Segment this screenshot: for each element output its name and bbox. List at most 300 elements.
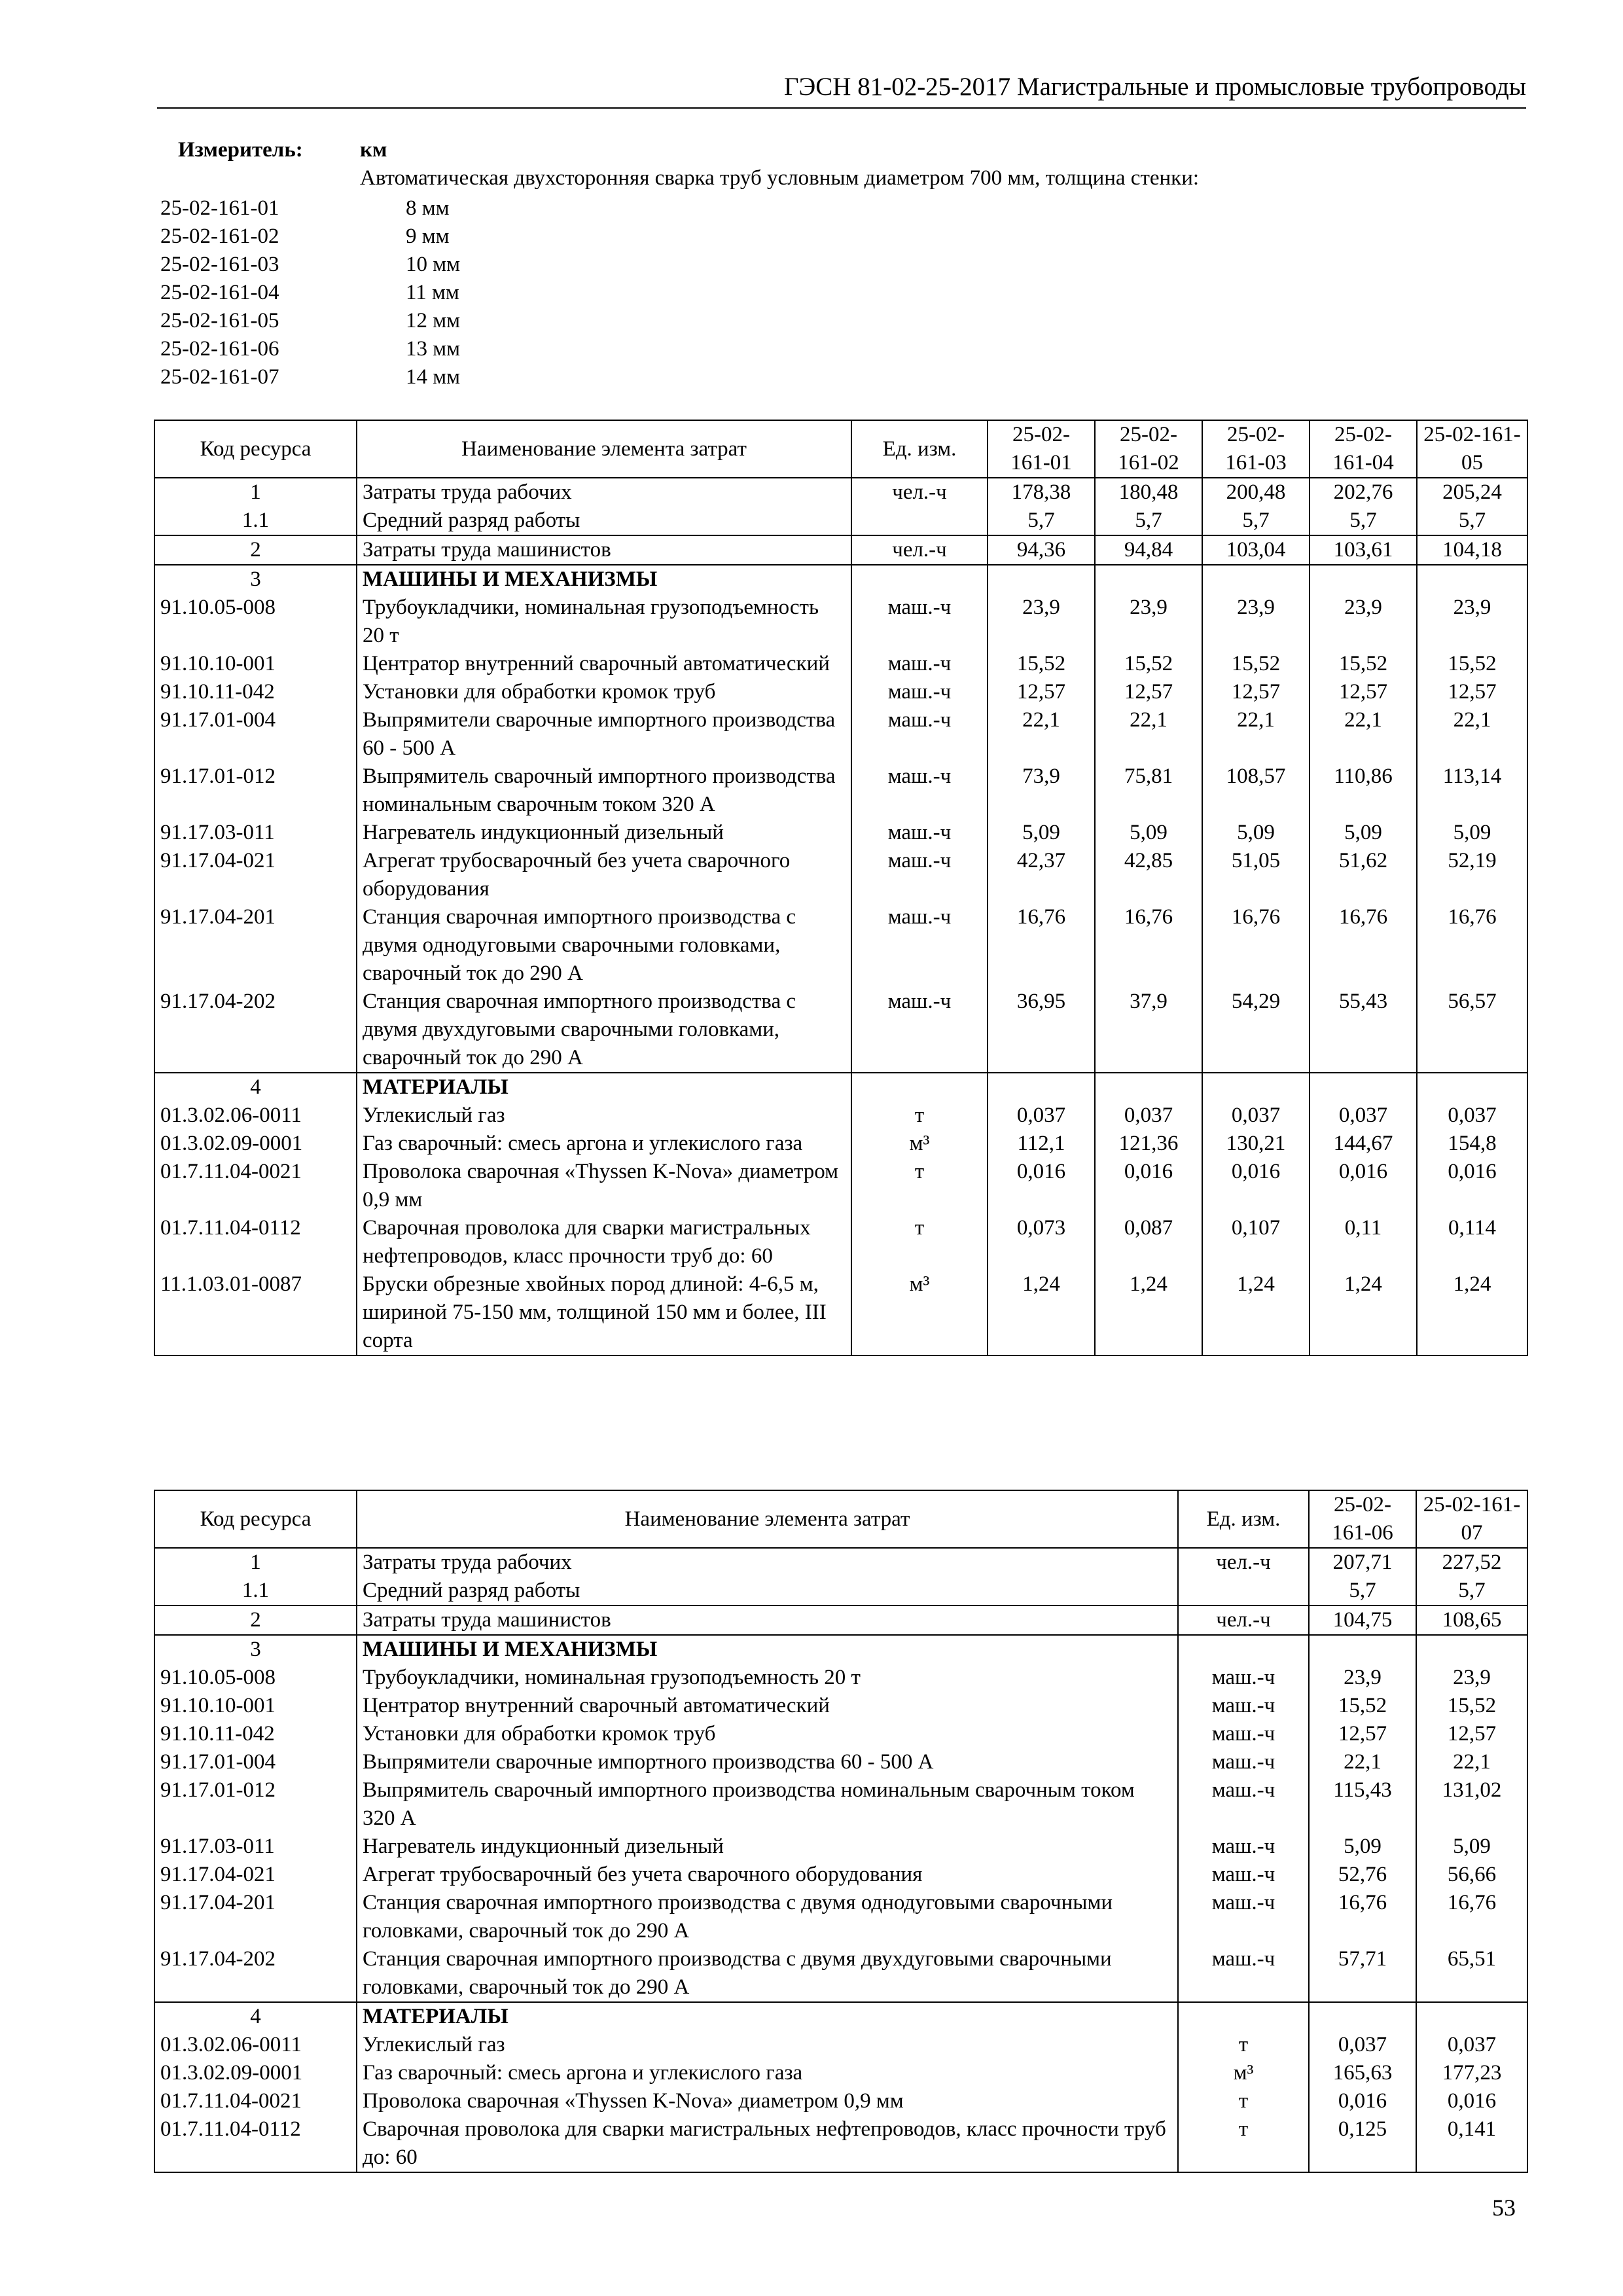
resource-unit [851, 1073, 988, 1102]
cost-value: 22,1 [1202, 706, 1310, 762]
resource-name: МАШИНЫ И МЕХАНИЗМЫ [357, 565, 851, 594]
cost-value: 15,52 [1310, 650, 1417, 678]
resource-unit: маш.-ч [1178, 1833, 1309, 1861]
cost-value: 5,09 [1416, 1833, 1527, 1861]
table-row [154, 903, 1527, 988]
resource-name: Углекислый газ [357, 1102, 851, 1130]
cost-value: 180,48 [1095, 478, 1202, 507]
cost-value: 23,9 [1202, 594, 1310, 650]
cost-value: 5,7 [1095, 507, 1202, 535]
cost-value [1417, 1073, 1527, 1102]
work-description: Автоматическая двухсторонняя сварка труб условным диаметром 700 мм, толщина стенки: [360, 166, 1200, 190]
table-row [154, 1577, 1527, 1605]
resource-name: Средний разряд работы [357, 507, 851, 535]
cost-value: 1,24 [1310, 1270, 1417, 1355]
cost-value: 94,36 [988, 535, 1095, 565]
cost-value: 103,61 [1310, 535, 1417, 565]
resource-code: 91.10.10-001 [154, 1692, 357, 1720]
cost-value: 5,09 [1095, 819, 1202, 847]
cost-value: 5,7 [1310, 507, 1417, 535]
resource-code: 91.17.04-202 [154, 988, 357, 1073]
table-row [154, 1664, 1527, 1692]
cost-value: 5,7 [1202, 507, 1310, 535]
cost-value: 52,19 [1417, 847, 1527, 903]
cost-value: 23,9 [1416, 1664, 1527, 1692]
measure-value: км [360, 138, 387, 162]
cost-value: 0,087 [1095, 1214, 1202, 1270]
code-list-item [160, 194, 460, 223]
cost-value: 108,65 [1416, 1605, 1527, 1635]
resource-name: Проволока сварочная «Thyssen K-Nova» диаметром 0,9 мм [357, 1158, 851, 1214]
cost-value: 57,71 [1309, 1945, 1416, 2002]
resource-code: 1.1 [154, 1577, 357, 1605]
resource-name: Агрегат трубосварочный без учета сварочного оборудования [357, 847, 851, 903]
cost-value: 16,76 [1417, 903, 1527, 988]
cost-value: 12,57 [1095, 678, 1202, 706]
table-row [154, 1692, 1527, 1720]
resource-name: Средний разряд работы [357, 1577, 1178, 1605]
cost-value: 22,1 [1095, 706, 1202, 762]
table-row [154, 1776, 1527, 1833]
resource-unit: маш.-ч [1178, 1861, 1309, 1889]
resource-code: 4 [154, 1073, 357, 1102]
cost-value: 0,016 [1310, 1158, 1417, 1214]
header-name: Наименование элемента затрат [357, 420, 851, 478]
cost-value: 12,57 [1416, 1720, 1527, 1748]
cost-value: 200,48 [1202, 478, 1310, 507]
code: 25-02-161-03 [160, 253, 279, 276]
cost-value: 1,24 [1095, 1270, 1202, 1355]
resource-unit: чел.-ч [1178, 1605, 1309, 1635]
resource-name: Агрегат трубосварочный без учета сварочного оборудования [357, 1861, 1178, 1889]
resource-code: 2 [154, 535, 357, 565]
cost-value: 130,21 [1202, 1130, 1310, 1158]
table-row [154, 1073, 1527, 1102]
cost-value: 12,57 [1310, 678, 1417, 706]
resource-code: 91.17.04-201 [154, 903, 357, 988]
cost-value: 15,52 [1202, 650, 1310, 678]
resource-name: Станция сварочная импортного производства с двумя однодуговыми сварочными головками, сварочный ток до 290 А [357, 903, 851, 988]
resource-unit: маш.-ч [1178, 1945, 1309, 2002]
cost-value: 207,71 [1309, 1548, 1416, 1577]
resource-name: Станция сварочная импортного производства с двумя двухдуговыми сварочными головками, сварочный ток до 290 А [357, 988, 851, 1073]
resource-unit: маш.-ч [851, 903, 988, 988]
resource-unit [1178, 1635, 1309, 1664]
resource-name: Выпрямители сварочные импортного производства 60 - 500 А [357, 1748, 1178, 1776]
code-text: 12 мм [406, 309, 461, 332]
table-row [154, 2115, 1527, 2172]
code-list-item [160, 307, 460, 335]
code-text: 11 мм [406, 281, 459, 304]
cost-value: 0,073 [988, 1214, 1095, 1270]
table-row [154, 2002, 1527, 2031]
header-unit: Ед. изм. [851, 420, 988, 478]
cost-value: 54,29 [1202, 988, 1310, 1073]
code-list-item [160, 335, 460, 363]
table-row [154, 650, 1527, 678]
table-row [154, 1635, 1527, 1664]
resource-code: 1.1 [154, 507, 357, 535]
resource-code: 91.10.05-008 [154, 594, 357, 650]
resource-code: 01.3.02.09-0001 [154, 2059, 357, 2087]
cost-value: 177,23 [1416, 2059, 1527, 2087]
table-row [154, 678, 1527, 706]
resource-name: Выпрямитель сварочный импортного производства номинальным сварочным током 320 А [357, 762, 851, 819]
table-row [154, 1720, 1527, 1748]
resource-unit: маш.-ч [851, 847, 988, 903]
cost-value: 23,9 [1417, 594, 1527, 650]
cost-value: 112,1 [988, 1130, 1095, 1158]
cost-value: 227,52 [1416, 1548, 1527, 1577]
header-col: 25-02-161-05 [1417, 420, 1527, 478]
resource-code: 91.10.05-008 [154, 1664, 357, 1692]
resource-code: 91.17.04-021 [154, 847, 357, 903]
resource-name: Центратор внутренний сварочный автоматический [357, 1692, 1178, 1720]
resource-code: 91.17.01-012 [154, 1776, 357, 1833]
table-row [154, 1945, 1527, 2002]
cost-value: 42,85 [1095, 847, 1202, 903]
cost-value: 5,09 [1309, 1833, 1416, 1861]
cost-value: 23,9 [1309, 1664, 1416, 1692]
resource-name: Станция сварочная импортного производства с двумя однодуговыми сварочными головками, сварочный ток до 290 А [357, 1889, 1178, 1945]
cost-value: 15,52 [1416, 1692, 1527, 1720]
cost-value: 110,86 [1310, 762, 1417, 819]
cost-value: 23,9 [1095, 594, 1202, 650]
resource-unit [1178, 1577, 1309, 1605]
cost-value: 0,037 [1416, 2031, 1527, 2059]
cost-value: 202,76 [1310, 478, 1417, 507]
cost-value [1095, 1073, 1202, 1102]
resource-unit [1178, 2002, 1309, 2031]
header-col: 25-02-161-07 [1416, 1490, 1527, 1548]
cost-value: 144,67 [1310, 1130, 1417, 1158]
code-list-item [160, 223, 460, 251]
table-row [154, 1605, 1527, 1635]
table-row [154, 2087, 1527, 2115]
cost-value: 1,24 [988, 1270, 1095, 1355]
cost-value: 121,36 [1095, 1130, 1202, 1158]
resource-code: 01.3.02.06-0011 [154, 2031, 357, 2059]
resource-unit: маш.-ч [851, 594, 988, 650]
cost-value: 22,1 [1416, 1748, 1527, 1776]
cost-value: 0,114 [1417, 1214, 1527, 1270]
resource-code: 01.7.11.04-0021 [154, 2087, 357, 2115]
cost-value: 154,8 [1417, 1130, 1527, 1158]
resource-unit: маш.-ч [1178, 1776, 1309, 1833]
cost-value: 0,037 [1417, 1102, 1527, 1130]
cost-value: 5,09 [1310, 819, 1417, 847]
resource-code: 01.7.11.04-0021 [154, 1158, 357, 1214]
table-row [154, 565, 1527, 594]
cost-value: 12,57 [988, 678, 1095, 706]
cost-value [1309, 2002, 1416, 2031]
resource-table-2 [154, 1490, 1528, 2173]
cost-value: 73,9 [988, 762, 1095, 819]
table-row [154, 819, 1527, 847]
code-text: 14 мм [406, 365, 461, 389]
cost-value: 42,37 [988, 847, 1095, 903]
cost-value: 51,62 [1310, 847, 1417, 903]
resource-unit: маш.-ч [1178, 1889, 1309, 1945]
resource-name: Газ сварочный: смесь аргона и углекислого газа [357, 2059, 1178, 2087]
table-row [154, 507, 1527, 535]
cost-value: 22,1 [1310, 706, 1417, 762]
resource-name: Сварочная проволока для сварки магистральных нефтепроводов, класс прочности труб до: 60 [357, 2115, 1178, 2172]
resource-unit: маш.-ч [851, 678, 988, 706]
resource-unit: маш.-ч [1178, 1664, 1309, 1692]
code-text: 13 мм [406, 337, 461, 361]
resource-name: Трубоукладчики, номинальная грузоподъемность 20 т [357, 1664, 1178, 1692]
resource-code: 91.17.04-201 [154, 1889, 357, 1945]
cost-value: 108,57 [1202, 762, 1310, 819]
cost-value: 5,7 [1309, 1577, 1416, 1605]
running-header: ГЭСН 81-02-25-2017 Магистральные и промысловые трубопроводы [157, 71, 1526, 109]
resource-unit: чел.-ч [1178, 1548, 1309, 1577]
resource-name: МАТЕРИАЛЫ [357, 1073, 851, 1102]
header-code: Код ресурса [154, 1490, 357, 1548]
resource-code: 01.7.11.04-0112 [154, 1214, 357, 1270]
cost-value: 55,43 [1310, 988, 1417, 1073]
resource-code: 91.17.01-004 [154, 706, 357, 762]
cost-value: 65,51 [1416, 1945, 1527, 2002]
code: 25-02-161-04 [160, 281, 279, 304]
header-col: 25-02-161-03 [1202, 420, 1310, 478]
cost-value: 104,18 [1417, 535, 1527, 565]
cost-value: 103,04 [1202, 535, 1310, 565]
resource-unit: т [1178, 2087, 1309, 2115]
cost-value [1202, 565, 1310, 594]
cost-value: 16,76 [1310, 903, 1417, 988]
cost-value: 15,52 [988, 650, 1095, 678]
table-row [154, 594, 1527, 650]
cost-value [1310, 1073, 1417, 1102]
resource-code: 91.10.11-042 [154, 1720, 357, 1748]
cost-value: 0,016 [988, 1158, 1095, 1214]
resource-unit: маш.-ч [851, 819, 988, 847]
cost-value [1310, 565, 1417, 594]
resource-unit: маш.-ч [851, 988, 988, 1073]
resource-name: Углекислый газ [357, 2031, 1178, 2059]
cost-value: 15,52 [1309, 1692, 1416, 1720]
resource-code: 01.3.02.09-0001 [154, 1130, 357, 1158]
code: 25-02-161-02 [160, 224, 279, 248]
resource-code: 91.17.04-202 [154, 1945, 357, 2002]
resource-name: Проволока сварочная «Thyssen K-Nova» диаметром 0,9 мм [357, 2087, 1178, 2115]
cost-value: 0,037 [1310, 1102, 1417, 1130]
table-row [154, 2031, 1527, 2059]
header-code: Код ресурса [154, 420, 357, 478]
resource-name: Выпрямители сварочные импортного производства 60 - 500 А [357, 706, 851, 762]
resource-name: Сварочная проволока для сварки магистральных нефтепроводов, класс прочности труб до: 60 [357, 1214, 851, 1270]
resource-name: Выпрямитель сварочный импортного производства номинальным сварочным током 320 А [357, 1776, 1178, 1833]
table-row [154, 1130, 1527, 1158]
resource-name: Затраты труда машинистов [357, 535, 851, 565]
cost-value: 16,76 [1309, 1889, 1416, 1945]
code-text: 8 мм [406, 196, 450, 220]
header-col: 25-02-161-04 [1310, 420, 1417, 478]
cost-value: 51,05 [1202, 847, 1310, 903]
resource-name: Станция сварочная импортного производства с двумя двухдуговыми сварочными головками, сварочный ток до 290 А [357, 1945, 1178, 2002]
table-row [154, 762, 1527, 819]
cost-value: 16,76 [988, 903, 1095, 988]
table-row [154, 847, 1527, 903]
resource-unit: т [851, 1158, 988, 1214]
resource-name: Трубоукладчики, номинальная грузоподъемность 20 т [357, 594, 851, 650]
cost-value: 23,9 [988, 594, 1095, 650]
header-col: 25-02-161-01 [988, 420, 1095, 478]
resource-code: 4 [154, 2002, 357, 2031]
resource-unit: чел.-ч [851, 535, 988, 565]
cost-value: 36,95 [988, 988, 1095, 1073]
header-col: 25-02-161-06 [1309, 1490, 1416, 1548]
resource-code: 1 [154, 1548, 357, 1577]
resource-name: Бруски обрезные хвойных пород длиной: 4-6,5 м, шириной 75-150 мм, толщиной 150 мм и более, III сорта [357, 1270, 851, 1355]
cost-value [1309, 1635, 1416, 1664]
cost-value: 115,43 [1309, 1776, 1416, 1833]
cost-value: 1,24 [1202, 1270, 1310, 1355]
cost-value: 0,016 [1416, 2087, 1527, 2115]
cost-value: 22,1 [988, 706, 1095, 762]
resource-unit: т [1178, 2115, 1309, 2172]
cost-value: 12,57 [1202, 678, 1310, 706]
table-row [154, 1158, 1527, 1214]
code: 25-02-161-06 [160, 337, 279, 361]
resource-code: 91.17.01-004 [154, 1748, 357, 1776]
resource-name: МАШИНЫ И МЕХАНИЗМЫ [357, 1635, 1178, 1664]
code-list-item [160, 279, 460, 307]
cost-value: 0,037 [1309, 2031, 1416, 2059]
cost-value: 5,09 [988, 819, 1095, 847]
table-row [154, 2059, 1527, 2087]
resource-code: 11.1.03.01-0087 [154, 1270, 357, 1355]
resource-table-1 [154, 420, 1528, 1356]
header-unit: Ед. изм. [1178, 1490, 1309, 1548]
code: 25-02-161-05 [160, 309, 279, 332]
code: 25-02-161-07 [160, 365, 279, 389]
table-row [154, 1102, 1527, 1130]
resource-code: 01.7.11.04-0112 [154, 2115, 357, 2172]
resource-unit: чел.-ч [851, 478, 988, 507]
resource-unit: м³ [851, 1270, 988, 1355]
cost-value: 12,57 [1309, 1720, 1416, 1748]
cost-value: 178,38 [988, 478, 1095, 507]
cost-value: 5,7 [988, 507, 1095, 535]
cost-value: 22,1 [1309, 1748, 1416, 1776]
resource-code: 2 [154, 1605, 357, 1635]
resource-unit: маш.-ч [1178, 1692, 1309, 1720]
resource-unit: т [1178, 2031, 1309, 2059]
table-row [154, 478, 1527, 507]
table-row [154, 1548, 1527, 1577]
resource-code: 91.10.11-042 [154, 678, 357, 706]
cost-value: 5,09 [1202, 819, 1310, 847]
resource-name: МАТЕРИАЛЫ [357, 2002, 1178, 2031]
cost-value: 1,24 [1417, 1270, 1527, 1355]
resource-code: 91.17.03-011 [154, 1833, 357, 1861]
cost-value: 16,76 [1095, 903, 1202, 988]
cost-value: 0,016 [1309, 2087, 1416, 2115]
cost-value: 56,66 [1416, 1861, 1527, 1889]
resource-code: 91.17.04-021 [154, 1861, 357, 1889]
cost-value: 0,125 [1309, 2115, 1416, 2172]
cost-value: 0,037 [1095, 1102, 1202, 1130]
code: 25-02-161-01 [160, 196, 279, 220]
cost-value: 131,02 [1416, 1776, 1527, 1833]
cost-value: 12,57 [1417, 678, 1527, 706]
resource-code: 01.3.02.06-0011 [154, 1102, 357, 1130]
resource-unit: маш.-ч [851, 762, 988, 819]
cost-value: 165,63 [1309, 2059, 1416, 2087]
resource-unit: маш.-ч [1178, 1720, 1309, 1748]
resource-unit: м³ [1178, 2059, 1309, 2087]
header-col: 25-02-161-02 [1095, 420, 1202, 478]
code-list-item [160, 363, 460, 391]
table-row [154, 1889, 1527, 1945]
page-number: 53 [1492, 2195, 1516, 2221]
cost-value: 104,75 [1309, 1605, 1416, 1635]
cost-value: 94,84 [1095, 535, 1202, 565]
resource-unit: маш.-ч [851, 706, 988, 762]
cost-value: 56,57 [1417, 988, 1527, 1073]
header-name: Наименование элемента затрат [357, 1490, 1178, 1548]
cost-value: 0,016 [1202, 1158, 1310, 1214]
resource-code: 91.17.01-012 [154, 762, 357, 819]
resource-name: Центратор внутренний сварочный автоматический [357, 650, 851, 678]
cost-value [1095, 565, 1202, 594]
cost-value: 0,11 [1310, 1214, 1417, 1270]
cost-value: 5,09 [1417, 819, 1527, 847]
resource-code: 91.10.10-001 [154, 650, 357, 678]
resource-name: Затраты труда машинистов [357, 1605, 1178, 1635]
resource-name: Установки для обработки кромок труб [357, 1720, 1178, 1748]
cost-value [1416, 1635, 1527, 1664]
resource-name: Затраты труда рабочих [357, 1548, 1178, 1577]
cost-value: 5,7 [1416, 1577, 1527, 1605]
cost-value [988, 1073, 1095, 1102]
resource-name: Нагреватель индукционный дизельный [357, 1833, 1178, 1861]
table-row [154, 1833, 1527, 1861]
cost-value: 75,81 [1095, 762, 1202, 819]
resource-unit: т [851, 1102, 988, 1130]
table-row [154, 1214, 1527, 1270]
cost-value: 16,76 [1416, 1889, 1527, 1945]
table-row [154, 1748, 1527, 1776]
cost-value: 0,016 [1417, 1158, 1527, 1214]
resource-code: 3 [154, 1635, 357, 1664]
code-text: 9 мм [406, 224, 450, 248]
cost-value: 0,037 [1202, 1102, 1310, 1130]
resource-unit: маш.-ч [1178, 1748, 1309, 1776]
cost-value: 22,1 [1417, 706, 1527, 762]
cost-value [1416, 2002, 1527, 2031]
cost-value: 52,76 [1309, 1861, 1416, 1889]
cost-value: 0,037 [988, 1102, 1095, 1130]
cost-value [1202, 1073, 1310, 1102]
resource-code: 91.17.03-011 [154, 819, 357, 847]
resource-unit: т [851, 1214, 988, 1270]
cost-value: 23,9 [1310, 594, 1417, 650]
resource-name: Установки для обработки кромок труб [357, 678, 851, 706]
cost-value: 0,141 [1416, 2115, 1527, 2172]
resource-code: 1 [154, 478, 357, 507]
cost-value: 15,52 [1417, 650, 1527, 678]
cost-value: 37,9 [1095, 988, 1202, 1073]
cost-value: 5,7 [1417, 507, 1527, 535]
table-row [154, 706, 1527, 762]
cost-value: 0,107 [1202, 1214, 1310, 1270]
code-list [160, 194, 460, 391]
resource-unit [851, 507, 988, 535]
